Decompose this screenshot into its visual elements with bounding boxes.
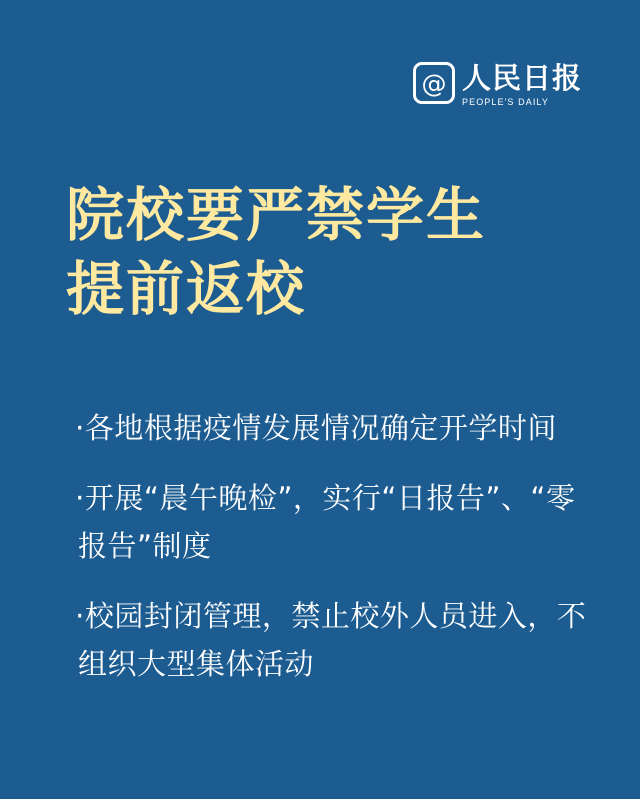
headline-line-1: 院校要严禁学生 (66, 181, 487, 249)
list-item: ·各地根据疫情发展情况确定开学时间 (75, 411, 557, 445)
peoples-daily-logo (413, 62, 582, 108)
list-item: ·校园封闭管理，禁止校外人员进入，不组织大型集体活动 (75, 599, 587, 681)
headline-line-2: 提前返校 (66, 255, 307, 323)
logo-text-block (462, 62, 582, 108)
bullet-list (75, 404, 588, 688)
logo-name-cn: 人民日报 (461, 63, 582, 95)
at-sign-logo-icon: @ (413, 62, 455, 104)
logo-name-en: PEOPLE'S DAILY (461, 97, 549, 107)
list-item: ·开展“晨午晚检”，实行“日报告”、“零报告”制度 (75, 481, 576, 563)
page-title (66, 178, 600, 326)
